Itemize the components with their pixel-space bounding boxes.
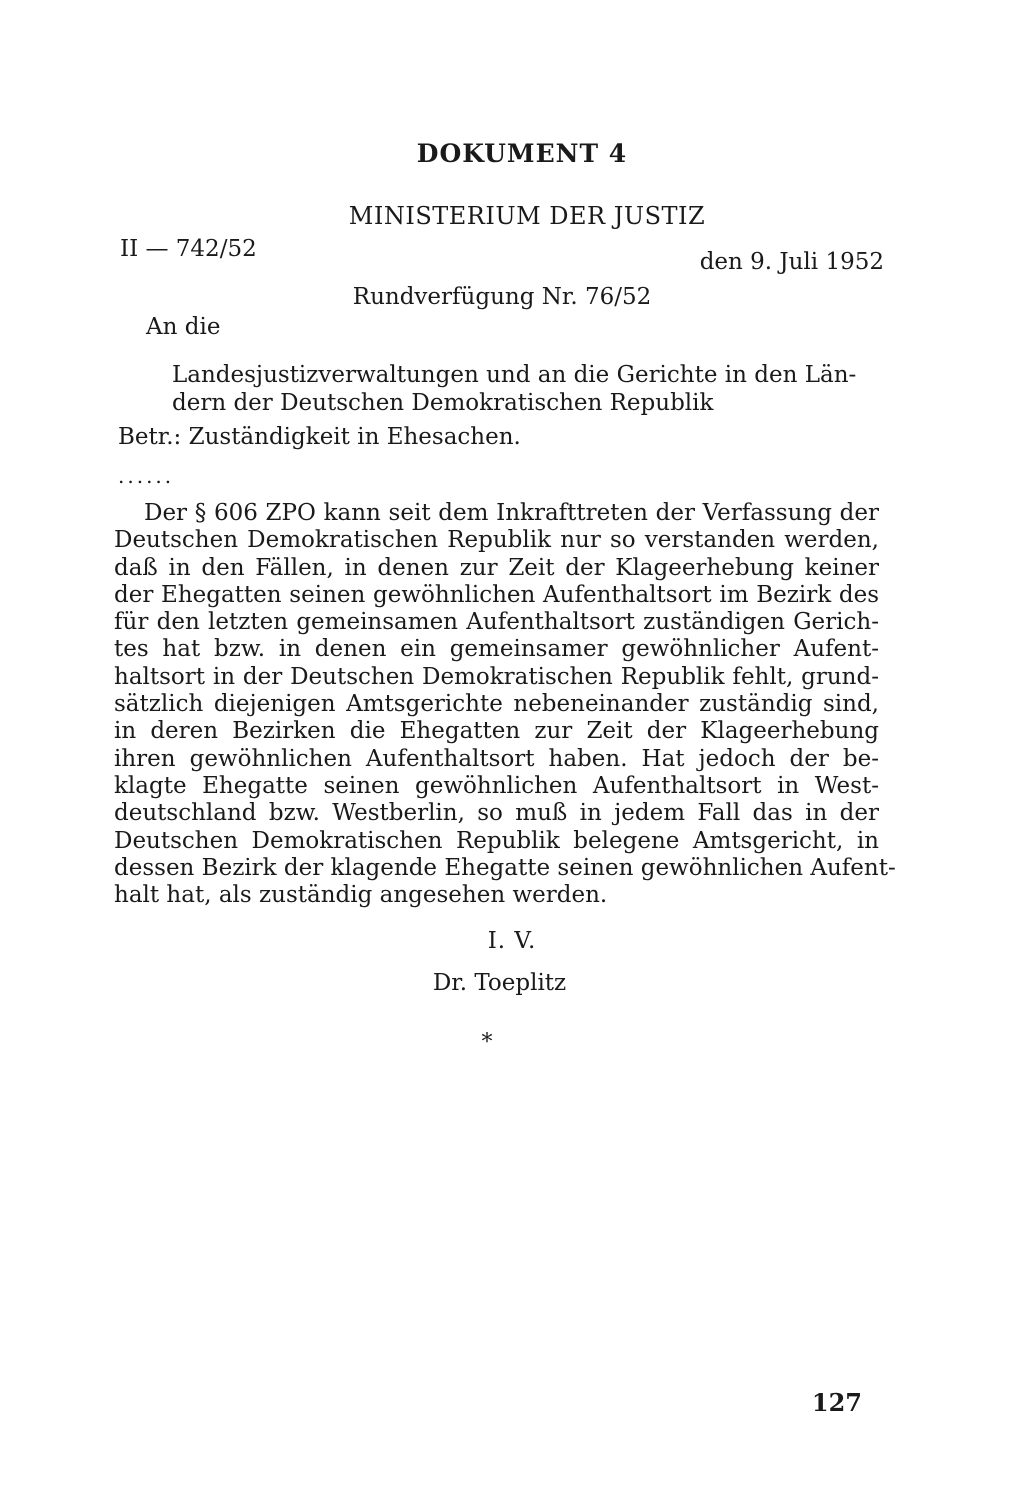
body-line: Deutschen Demokratischen Republik nur so verstanden werden, <box>114 527 879 554</box>
reference-number: II — 742/52 <box>120 236 257 262</box>
asterisk-separator: * <box>481 1030 493 1055</box>
body-line: sätzlich diejenigen Amtsgerichte nebeneinander zuständig sind, <box>114 691 879 718</box>
body-line: dessen Bezirk der klagende Ehegatte seinen gewöhnlichen Aufent- <box>114 854 896 881</box>
body-line: haltsort in der Deutschen Demokratischen Republik fehlt, grund- <box>114 663 879 690</box>
signature-name: Dr. Toeplitz <box>432 970 567 996</box>
document-heading: DOKUMENT 4 <box>416 139 628 168</box>
closing-iv: I. V. <box>487 928 537 954</box>
page-number: 127 <box>811 1388 862 1417</box>
body-line: Deutschen Demokratischen Republik belegene Amtsgericht, in <box>114 827 879 854</box>
recipient-intro: An die <box>146 314 221 340</box>
omission-marker: ...... <box>118 464 175 488</box>
body-line: für den letzten gemeinsamen Aufenthaltsort zuständigen Gerich- <box>114 609 879 636</box>
recipients-line: Landesjustizverwaltungen und an die Gerichte in den Län- <box>172 362 857 388</box>
body-line: daß in den Fällen, in denen zur Zeit der Klageerhebung keiner <box>114 554 879 581</box>
ministry-name: MINISTERIUM DER JUSTIZ <box>348 202 706 230</box>
recipients-block <box>172 361 882 417</box>
body-line: Der § 606 ZPO kann seit dem Inkrafttreten der Verfassung der <box>144 500 879 526</box>
document-date: den 9. Juli 1952 <box>699 249 884 275</box>
recipients-line: dern der Deutschen Demokratischen Republik <box>172 390 714 416</box>
body-line: in deren Bezirken die Ehegatten zur Zeit der Klageerhebung <box>114 718 879 745</box>
body-line: tes hat bzw. in denen ein gemeinsamer gewöhnlicher Aufent- <box>114 636 879 663</box>
body-line: klagte Ehegatte seinen gewöhnlichen Aufenthaltsort in West- <box>114 772 879 799</box>
subject-line: Betr.: Zuständigkeit in Ehesachen. <box>118 424 521 450</box>
circular-title: Rundverfügung Nr. 76/52 <box>352 284 652 310</box>
body-line: deutschland bzw. Westberlin, so muß in jedem Fall das in der <box>114 800 879 827</box>
body-line: halt hat, als zuständig angesehen werden. <box>114 882 608 909</box>
body-paragraph <box>114 500 896 909</box>
body-line: ihren gewöhnlichen Aufenthaltsort haben. Hat jedoch der be- <box>114 745 879 772</box>
body-line: der Ehegatten seinen gewöhnlichen Aufenthaltsort im Bezirk des <box>114 581 879 608</box>
